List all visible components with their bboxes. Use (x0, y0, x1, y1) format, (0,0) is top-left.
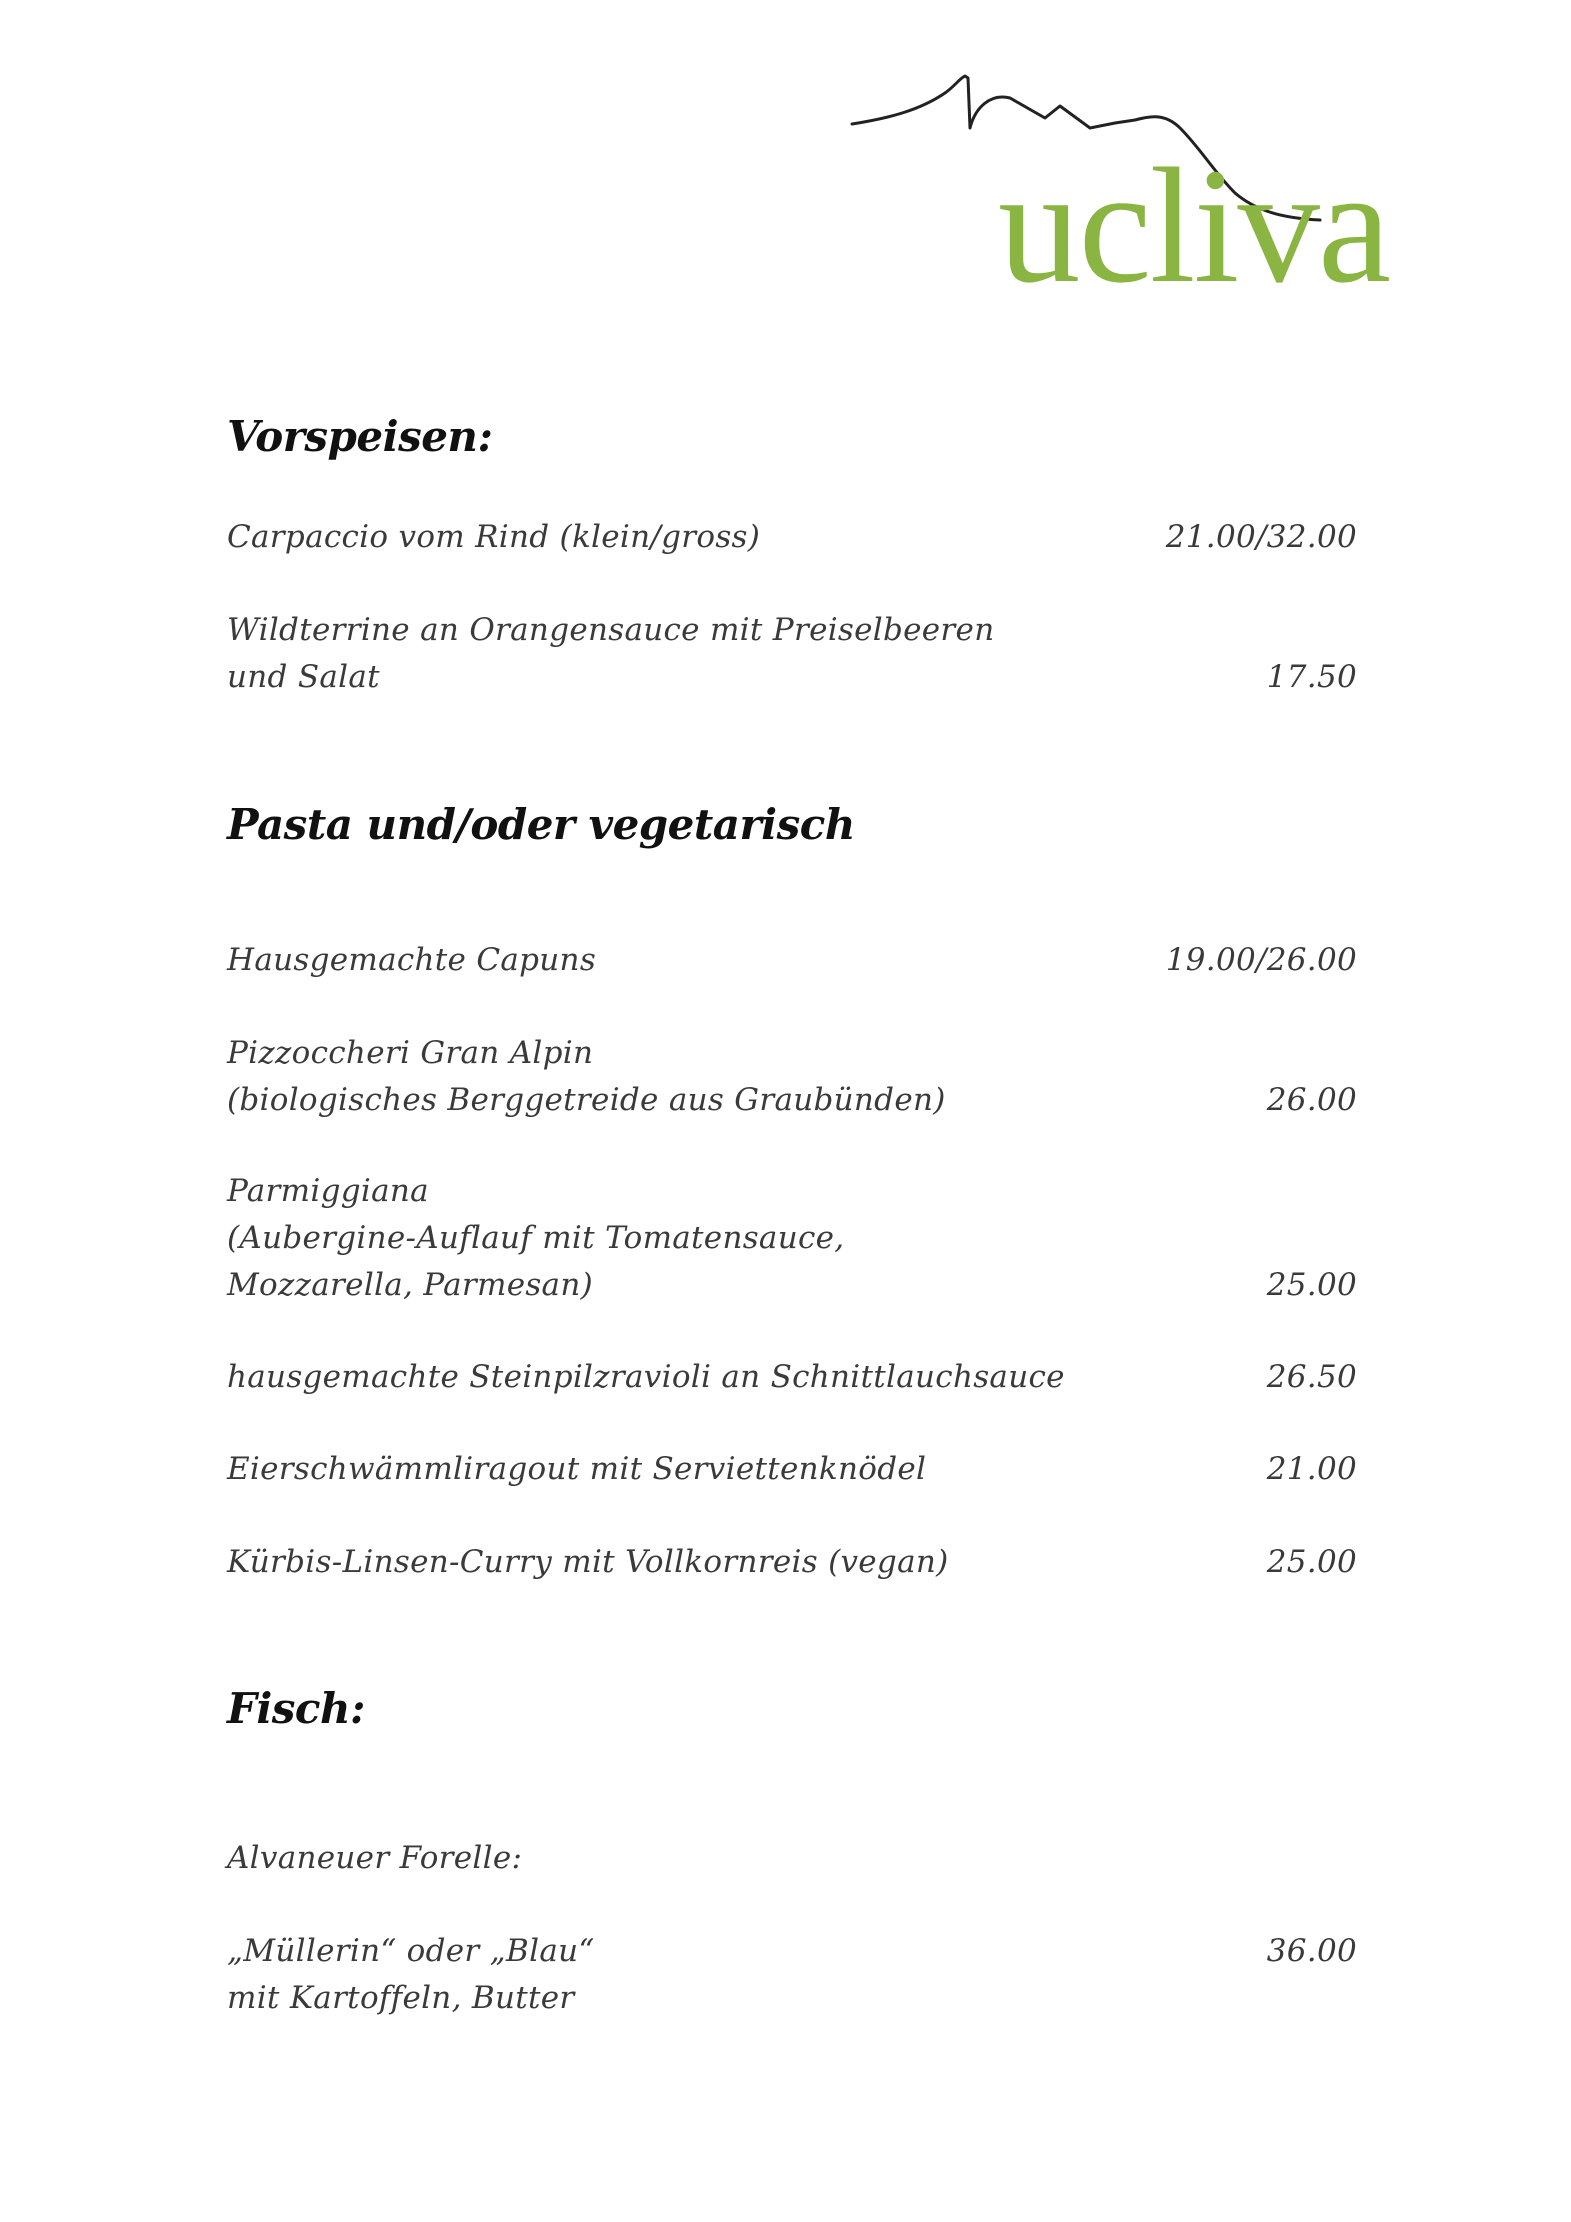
item-price: 26.50 (1266, 1359, 1357, 1395)
menu-item (227, 1168, 1357, 1309)
menu-item (227, 1446, 1357, 1493)
menu-item (227, 937, 1357, 984)
item-name: Wildterrine an Orangensauce mit Preiselbeeren (227, 612, 995, 648)
section-title-pasta: Pasta und/oder vegetarisch (227, 800, 855, 849)
item-name-cont: und Salat (227, 659, 380, 695)
item-price: 21.00/32.00 (1165, 519, 1357, 555)
item-price: 19.00/26.00 (1165, 942, 1357, 978)
item-price: 21.00 (1266, 1451, 1357, 1487)
item-name: Alvaneuer Forelle: (227, 1840, 523, 1876)
item-name-cont: (Aubergine-Auflauf mit Tomatensauce, (227, 1220, 845, 1256)
menu-item (227, 1030, 1357, 1124)
menu-item (227, 514, 1357, 561)
section-title-fisch: Fisch: (227, 1684, 366, 1733)
menu-item (227, 1539, 1357, 1586)
item-price: 36.00 (1266, 1933, 1357, 1969)
menu-item (227, 607, 1357, 701)
item-name-cont: mit Kartoffeln, Butter (227, 1980, 575, 2016)
item-name: Parmiggiana (227, 1173, 429, 1209)
item-name: Hausgemachte Capuns (227, 942, 597, 978)
ucliva-logo (850, 38, 1505, 317)
logo-wordmark: ucliva (998, 134, 1390, 317)
item-price: 25.00 (1266, 1544, 1357, 1580)
section-title-vorspeisen: Vorspeisen: (227, 412, 493, 461)
item-name: Eierschwämmliragout mit Serviettenknödel (227, 1451, 927, 1487)
item-price: 25.00 (1266, 1267, 1357, 1303)
menu-item (227, 1928, 1357, 2022)
item-price: 26.00 (1266, 1082, 1357, 1118)
item-price: 17.50 (1266, 659, 1357, 695)
item-name: Pizzoccheri Gran Alpin (227, 1035, 594, 1071)
item-name-cont: Mozzarella, Parmesan) (227, 1267, 593, 1303)
menu-item (227, 1835, 1357, 1882)
item-name: Carpaccio vom Rind (klein/gross) (227, 519, 761, 555)
item-name: hausgemachte Steinpilzravioli an Schnittlauchsauce (227, 1359, 1065, 1395)
item-name-cont: (biologisches Berggetreide aus Graubünden) (227, 1082, 946, 1118)
item-name: Kürbis-Linsen-Curry mit Vollkornreis (vegan) (227, 1544, 949, 1580)
item-name: „Müllerin“ oder „Blau“ (227, 1933, 595, 1969)
menu-item (227, 1354, 1357, 1401)
